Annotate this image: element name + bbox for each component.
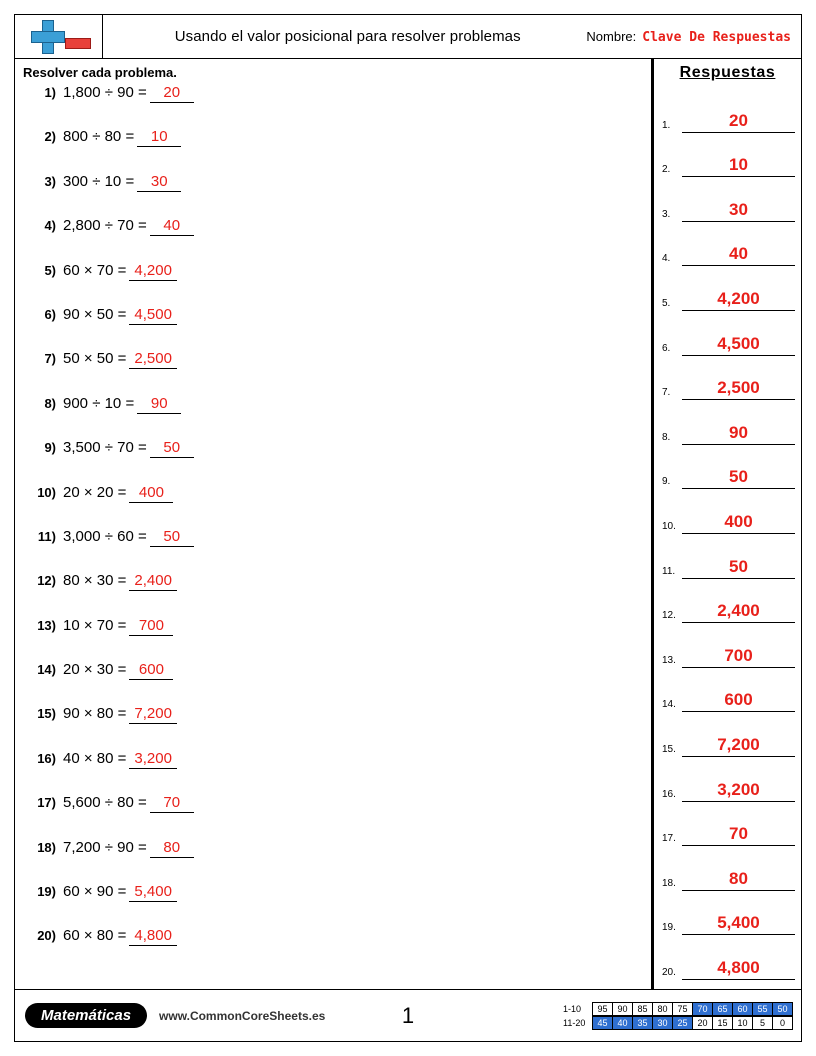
grading-scale-cell: 70 <box>692 1002 713 1016</box>
answer-item <box>654 623 801 668</box>
minus-icon <box>65 38 91 49</box>
grading-scale <box>563 1002 793 1030</box>
grading-scale-cell: 35 <box>632 1016 653 1030</box>
grading-scale-cell: 90 <box>612 1002 633 1016</box>
answer-item <box>654 177 801 222</box>
answer-number: 3. <box>662 208 671 220</box>
problems-column <box>15 59 651 989</box>
problem-item <box>15 617 651 661</box>
answer-item <box>654 88 801 133</box>
problem-expression: 1,800 ÷ 90 = <box>63 84 147 101</box>
problem-item <box>15 217 651 261</box>
answer-number: 6. <box>662 342 671 354</box>
page-number: 1 <box>401 1002 415 1028</box>
grading-scale-cell: 0 <box>772 1016 793 1030</box>
problem-expression: 10 × 70 = <box>63 616 127 634</box>
grading-scale-cell: 95 <box>592 1002 613 1016</box>
answer-value[interactable]: 30 <box>682 200 795 222</box>
problem-answer-blank[interactable]: 4,200 <box>129 262 177 281</box>
problem-item <box>15 173 651 217</box>
answer-item <box>654 266 801 311</box>
problem-item <box>15 572 651 616</box>
worksheet-header <box>15 15 801 59</box>
answer-number: 10. <box>662 520 676 532</box>
problem-number: 7) <box>44 351 56 367</box>
answer-value[interactable]: 700 <box>682 646 795 668</box>
grading-scale-cell: 5 <box>752 1016 773 1030</box>
problem-answer-blank[interactable]: 80 <box>150 839 194 858</box>
answer-number: 2. <box>662 164 671 176</box>
grading-scale-cell: 25 <box>672 1016 693 1030</box>
page-title: Usando el valor posicional para resolver problemas <box>174 28 521 45</box>
worksheet-footer <box>15 989 801 1041</box>
problem-number: 20) <box>37 928 56 944</box>
answer-item <box>654 356 801 401</box>
problem-item <box>15 661 651 705</box>
plus-icon <box>31 20 65 54</box>
problem-number: 19) <box>37 884 56 900</box>
problem-item <box>15 528 651 572</box>
problem-item <box>15 84 651 128</box>
problem-expression: 20 × 20 = <box>63 483 127 501</box>
problem-number: 16) <box>37 750 56 766</box>
answer-item <box>654 400 801 445</box>
problem-answer-blank[interactable]: 30 <box>137 173 181 192</box>
grading-scale-cell: 85 <box>632 1002 653 1016</box>
problem-answer-blank[interactable]: 4,500 <box>129 306 177 325</box>
problem-number: 3) <box>44 173 56 189</box>
problem-expression: 90 × 80 = <box>63 705 127 723</box>
problem-answer-blank[interactable]: 4,800 <box>129 927 177 946</box>
problem-item <box>15 395 651 439</box>
grading-scale-row-1 <box>563 1002 793 1016</box>
problem-number: 8) <box>44 395 56 411</box>
problem-expression: 40 × 80 = <box>63 749 127 767</box>
answer-value[interactable]: 80 <box>682 869 795 891</box>
problem-expression: 60 × 90 = <box>63 883 127 901</box>
problem-expression: 900 ÷ 10 = <box>63 394 135 412</box>
grading-scale-cell: 40 <box>612 1016 633 1030</box>
grading-scale-row-2 <box>563 1016 793 1030</box>
answer-value[interactable]: 600 <box>682 690 795 712</box>
grading-scale-cell: 15 <box>712 1016 733 1030</box>
answer-item <box>654 222 801 267</box>
problem-answer-blank[interactable]: 3,200 <box>129 750 177 769</box>
problem-answer-blank[interactable]: 400 <box>129 484 173 503</box>
problem-item <box>15 750 651 794</box>
problem-expression: 60 × 80 = <box>63 927 127 945</box>
problem-number: 5) <box>44 262 56 278</box>
problem-item <box>15 839 651 883</box>
grading-scale-cell: 80 <box>652 1002 673 1016</box>
problem-item <box>15 883 651 927</box>
answer-item <box>654 712 801 757</box>
answer-item <box>654 579 801 624</box>
grading-scale-cell: 60 <box>732 1002 753 1016</box>
problem-number: 13) <box>37 617 56 633</box>
answer-value[interactable]: 40 <box>682 244 795 266</box>
problem-number: 6) <box>44 306 56 322</box>
answer-value[interactable]: 70 <box>682 824 795 846</box>
brand-badge: Matemáticas <box>25 1003 147 1028</box>
problem-number: 2) <box>44 129 56 145</box>
problem-item <box>15 484 651 528</box>
problem-answer-blank[interactable]: 40 <box>150 217 194 236</box>
problem-answer-blank[interactable]: 50 <box>150 439 194 458</box>
grading-scale-cell: 30 <box>652 1016 673 1030</box>
answer-number: 18. <box>662 877 676 889</box>
answer-value[interactable]: 3,200 <box>682 780 795 802</box>
problem-expression: 5,600 ÷ 80 = <box>63 794 147 812</box>
problem-expression: 60 × 70 = <box>63 261 127 279</box>
problem-expression: 3,000 ÷ 60 = <box>63 527 147 545</box>
answer-number: 16. <box>662 788 676 800</box>
answer-number: 4. <box>662 253 671 265</box>
answer-value[interactable]: 90 <box>682 423 795 445</box>
problem-item <box>15 262 651 306</box>
problem-number: 4) <box>44 218 56 234</box>
problem-answer-blank[interactable]: 600 <box>129 661 173 680</box>
answer-number: 15. <box>662 743 676 755</box>
problem-expression: 800 ÷ 80 = <box>63 128 135 146</box>
answer-number: 13. <box>662 654 676 666</box>
problem-item <box>15 128 651 172</box>
answer-number: 8. <box>662 431 671 443</box>
problem-number: 1) <box>44 85 56 100</box>
problem-item <box>15 439 651 483</box>
answer-value[interactable]: 4,200 <box>682 289 795 311</box>
problem-expression: 20 × 30 = <box>63 661 127 679</box>
problem-answer-blank[interactable]: 70 <box>150 794 194 813</box>
answer-number: 9. <box>662 476 671 488</box>
problem-item <box>15 350 651 394</box>
grading-scale-cell: 10 <box>732 1016 753 1030</box>
answer-number: 14. <box>662 699 676 711</box>
answer-item <box>654 445 801 490</box>
answer-value[interactable]: 7,200 <box>682 735 795 757</box>
problem-item <box>15 705 651 749</box>
answer-item <box>654 489 801 534</box>
problem-answer-blank[interactable]: 90 <box>137 395 181 414</box>
answer-value[interactable]: 400 <box>682 512 795 534</box>
problem-expression: 2,800 ÷ 70 = <box>63 217 147 235</box>
answer-item <box>654 935 801 980</box>
answer-number: 7. <box>662 387 671 399</box>
answer-number: 5. <box>662 297 671 309</box>
problem-answer-blank[interactable]: 2,400 <box>129 572 177 591</box>
answer-number: 17. <box>662 833 676 845</box>
grading-scale-cell: 65 <box>712 1002 733 1016</box>
problem-number: 14) <box>37 662 56 678</box>
worksheet-page <box>14 14 802 1042</box>
problem-number: 10) <box>37 484 56 500</box>
answer-value[interactable]: 50 <box>682 557 795 579</box>
answer-value[interactable]: 50 <box>682 467 795 489</box>
answers-column <box>654 59 801 989</box>
problem-expression: 80 × 30 = <box>63 572 127 590</box>
problem-expression: 300 ÷ 10 = <box>63 172 135 190</box>
problem-expression: 90 × 50 = <box>63 305 127 323</box>
answer-item <box>654 133 801 178</box>
problem-number: 11) <box>37 528 56 544</box>
answer-number: 1. <box>662 119 671 131</box>
name-value: Clave De Respuestas <box>642 29 791 45</box>
answer-value[interactable]: 2,400 <box>682 601 795 623</box>
answer-number: 12. <box>662 610 676 622</box>
answer-value[interactable]: 20 <box>682 111 795 133</box>
problem-number: 12) <box>37 573 56 589</box>
grading-scale-label-1: 1-10 <box>563 1003 582 1014</box>
answer-number: 11. <box>662 565 676 577</box>
answer-item <box>654 311 801 356</box>
problem-item <box>15 794 651 838</box>
problem-number: 15) <box>37 706 56 722</box>
answer-item <box>654 534 801 579</box>
name-field <box>586 29 801 45</box>
problem-answer-blank[interactable]: 5,400 <box>129 883 177 902</box>
answer-item <box>654 668 801 713</box>
answer-item <box>654 802 801 847</box>
problem-expression: 7,200 ÷ 90 = <box>63 838 147 856</box>
grading-scale-cell: 45 <box>592 1016 613 1030</box>
worksheet-body <box>15 59 801 989</box>
problem-item <box>15 927 651 971</box>
answer-number: 19. <box>662 922 676 934</box>
problem-item <box>15 306 651 350</box>
logo-box <box>15 15 103 58</box>
answer-value[interactable]: 4,500 <box>682 334 795 356</box>
answer-number: 20. <box>662 966 676 978</box>
problem-number: 18) <box>37 839 56 855</box>
problem-answer-blank[interactable]: 7,200 <box>129 705 177 724</box>
problem-answer-blank[interactable]: 2,500 <box>129 350 177 369</box>
site-url: www.CommonCoreSheets.es <box>159 1008 326 1023</box>
problem-answer-blank[interactable]: 50 <box>150 528 194 547</box>
problem-answer-blank[interactable]: 10 <box>137 128 181 147</box>
answer-item <box>654 891 801 936</box>
grading-scale-label-2: 11-20 <box>563 1017 586 1028</box>
answer-item <box>654 757 801 802</box>
grading-scale-cell: 50 <box>772 1002 793 1016</box>
name-label: Nombre: <box>586 28 637 44</box>
instructions-text: Resolver cada problema. <box>23 65 177 80</box>
answer-value[interactable]: 4,800 <box>682 958 795 980</box>
problems-list <box>15 84 651 972</box>
answer-item <box>654 846 801 891</box>
grading-scale-cell: 20 <box>692 1016 713 1030</box>
problem-expression: 50 × 50 = <box>63 350 127 368</box>
problem-answer-blank[interactable]: 20 <box>150 84 194 103</box>
problem-answer-blank[interactable]: 700 <box>129 617 173 636</box>
problem-number: 9) <box>44 440 56 456</box>
grading-scale-cell: 75 <box>672 1002 693 1016</box>
answer-value[interactable]: 2,500 <box>682 378 795 400</box>
answer-value[interactable]: 10 <box>682 155 795 177</box>
answers-list <box>654 88 801 980</box>
grading-scale-cell: 55 <box>752 1002 773 1016</box>
answer-value[interactable]: 5,400 <box>682 913 795 935</box>
answers-title: Respuestas <box>679 64 776 81</box>
problem-number: 17) <box>37 795 56 811</box>
problem-expression: 3,500 ÷ 70 = <box>63 439 147 457</box>
